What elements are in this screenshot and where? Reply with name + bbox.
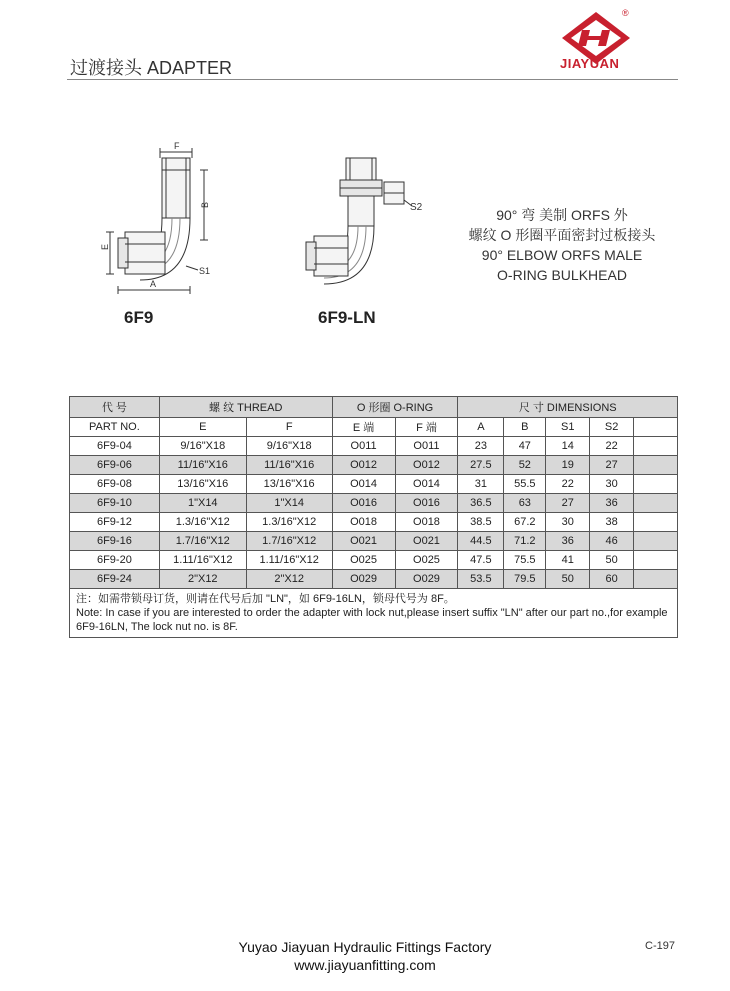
header-part: 代 号	[70, 397, 160, 418]
header-col-6: B	[504, 418, 546, 437]
table-cell: 6F9-08	[70, 475, 160, 494]
table-cell: 36	[546, 532, 590, 551]
header-col-2: F	[246, 418, 332, 437]
label-a: A	[150, 279, 157, 289]
note-row	[70, 589, 678, 638]
header-col-4: F 端	[395, 418, 458, 437]
table-row	[70, 475, 678, 494]
table-cell: 75.5	[504, 551, 546, 570]
table-cell: 55.5	[504, 475, 546, 494]
table-row	[70, 532, 678, 551]
header-col-3: E 端	[332, 418, 395, 437]
table-cell: 6F9-04	[70, 437, 160, 456]
table-cell: O014	[332, 475, 395, 494]
table-cell: 14	[546, 437, 590, 456]
table-cell: 44.5	[458, 532, 504, 551]
table-cell: 1.11/16"X12	[159, 551, 246, 570]
table-cell: 36.5	[458, 494, 504, 513]
table-cell: O021	[395, 532, 458, 551]
table-row	[70, 551, 678, 570]
table-cell: 6F9-24	[70, 570, 160, 589]
table-cell: 2"X12	[246, 570, 332, 589]
table-cell: 13/16"X16	[159, 475, 246, 494]
table-cell: 60	[590, 570, 634, 589]
label-s2: S2	[410, 202, 423, 213]
registered-mark: ®	[622, 8, 629, 18]
table-cell: 47	[504, 437, 546, 456]
description-line-4: O-RING BULKHEAD	[497, 267, 627, 283]
description-line-2: 螺纹 O 形圈平面密封过板接头	[468, 227, 656, 243]
table-cell: 27	[546, 494, 590, 513]
table-cell: O025	[332, 551, 395, 570]
table-cell: O014	[395, 475, 458, 494]
table-cell	[634, 437, 678, 456]
table-cell: 2"X12	[159, 570, 246, 589]
footer	[0, 938, 730, 974]
table-cell: 52	[504, 456, 546, 475]
table-row	[70, 437, 678, 456]
table-cell: 22	[546, 475, 590, 494]
table-cell: 50	[546, 570, 590, 589]
table-header-row-1	[70, 397, 678, 418]
table-cell: 11/16"X16	[159, 456, 246, 475]
header-oring: O 形圈 O-RING	[332, 397, 458, 418]
table-row	[70, 570, 678, 589]
table-cell: 6F9-16	[70, 532, 160, 551]
table-cell: 30	[590, 475, 634, 494]
table-cell: 46	[590, 532, 634, 551]
header-col-0: PART NO.	[70, 418, 160, 437]
brand-name: JIAYUAN	[560, 56, 620, 71]
table-cell: O016	[332, 494, 395, 513]
table-cell: 36	[590, 494, 634, 513]
table-cell: 6F9-06	[70, 456, 160, 475]
table-cell: 1.11/16"X12	[246, 551, 332, 570]
table-cell: 38.5	[458, 513, 504, 532]
table-cell: O025	[395, 551, 458, 570]
table-cell: 9/16"X18	[246, 437, 332, 456]
table-cell: 53.5	[458, 570, 504, 589]
table-cell	[634, 551, 678, 570]
table-cell: 41	[546, 551, 590, 570]
table-cell: 19	[546, 456, 590, 475]
note-cn: 注：如需带锁母订货，则请在代号后加 "LN"，如 6F9-16LN，锁母代号为 8F。	[76, 593, 455, 605]
table-cell	[634, 532, 678, 551]
footer-company: Yuyao Jiayuan Hydraulic Fittings Factory	[238, 939, 492, 955]
table-cell: 1.7/16"X12	[159, 532, 246, 551]
table-cell: 63	[504, 494, 546, 513]
table-header-row-2	[70, 418, 678, 437]
header-thread: 螺 纹 THREAD	[159, 397, 332, 418]
table-cell: O021	[332, 532, 395, 551]
table-cell: 1.7/16"X12	[246, 532, 332, 551]
label-s1: S1	[199, 266, 211, 276]
table-cell: 6F9-20	[70, 551, 160, 570]
table-cell: 47.5	[458, 551, 504, 570]
table-row	[70, 456, 678, 475]
header-col-5: A	[458, 418, 504, 437]
table-cell: O018	[395, 513, 458, 532]
table-cell: O018	[332, 513, 395, 532]
table-cell	[634, 513, 678, 532]
table-cell: O029	[332, 570, 395, 589]
table-cell: 27	[590, 456, 634, 475]
table-cell: 1"X14	[159, 494, 246, 513]
drawing-6f9-ln	[300, 152, 440, 292]
description-line-1: 90° 弯 美制 ORFS 外	[496, 207, 628, 223]
footer-website: www.jiayuanfitting.com	[294, 957, 436, 973]
note-cell	[70, 589, 678, 638]
table-cell: O016	[395, 494, 458, 513]
table-cell: O011	[332, 437, 395, 456]
header-col-7: S1	[546, 418, 590, 437]
header-col-8: S2	[590, 418, 634, 437]
product-description	[462, 205, 662, 285]
table-cell: 6F9-12	[70, 513, 160, 532]
header-divider	[67, 79, 678, 80]
table-cell: 6F9-10	[70, 494, 160, 513]
table-cell: 27.5	[458, 456, 504, 475]
table-row	[70, 494, 678, 513]
table-cell: O012	[395, 456, 458, 475]
note-en: Note: In case if you are interested to order the adapter with lock nut,please insert suffix "LN" after our part no.,for example 6F9-16LN, The lock nut no. is 8F.	[76, 607, 668, 633]
table-cell: O011	[395, 437, 458, 456]
table-cell	[634, 494, 678, 513]
table-cell: 31	[458, 475, 504, 494]
label-e: E	[100, 243, 110, 250]
table-cell: O029	[395, 570, 458, 589]
table-cell	[634, 456, 678, 475]
table-cell: O012	[332, 456, 395, 475]
table-cell	[634, 570, 678, 589]
table-cell: 1"X14	[246, 494, 332, 513]
table-cell: 67.2	[504, 513, 546, 532]
drawing-6f9	[100, 140, 230, 300]
table-cell: 9/16"X18	[159, 437, 246, 456]
table-cell: 50	[590, 551, 634, 570]
table-cell	[634, 475, 678, 494]
table-cell: 11/16"X16	[246, 456, 332, 475]
label-f: F	[174, 141, 180, 151]
table-cell: 13/16"X16	[246, 475, 332, 494]
spec-table	[69, 396, 678, 638]
header-dimensions: 尺 寸 DIMENSIONS	[458, 397, 678, 418]
table-cell: 38	[590, 513, 634, 532]
table-cell: 1.3/16"X12	[246, 513, 332, 532]
model-6f9: 6F9	[124, 308, 154, 327]
description-line-3: 90° ELBOW ORFS MALE	[481, 247, 643, 263]
table-cell: 79.5	[504, 570, 546, 589]
table-row	[70, 513, 678, 532]
table-cell: 30	[546, 513, 590, 532]
header-col-1: E	[159, 418, 246, 437]
table-cell: 71.2	[504, 532, 546, 551]
table-cell: 23	[458, 437, 504, 456]
table-cell: 22	[590, 437, 634, 456]
header-col-9	[634, 418, 678, 437]
page-number: C-197	[645, 940, 675, 952]
model-6f9-ln: 6F9-LN	[318, 308, 376, 327]
page-title: 过渡接头 ADAPTER	[70, 58, 233, 78]
label-b: B	[200, 201, 210, 208]
table-cell: 1.3/16"X12	[159, 513, 246, 532]
